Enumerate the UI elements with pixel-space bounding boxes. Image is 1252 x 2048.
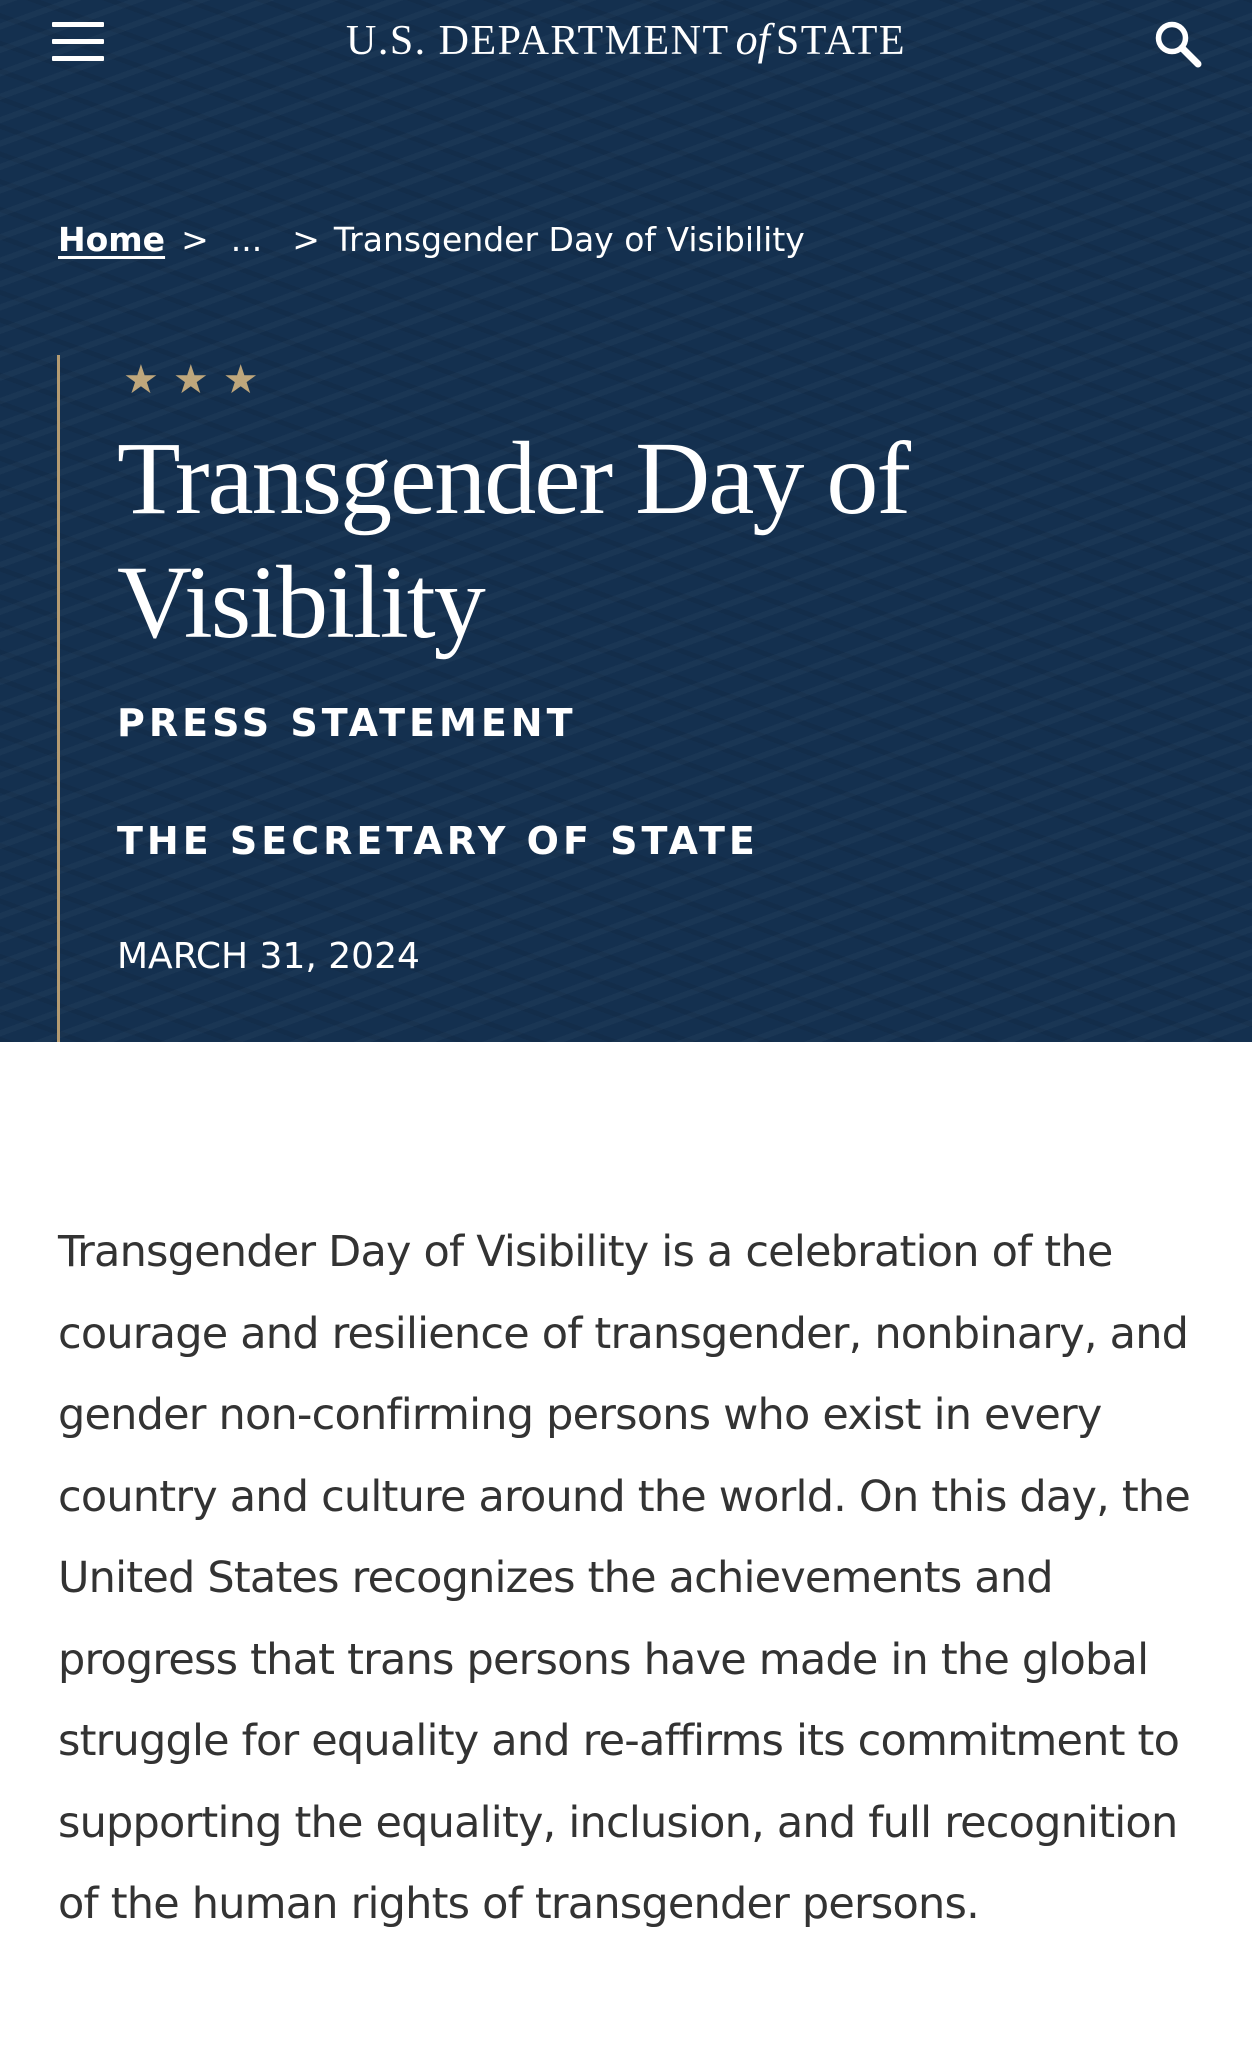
site-title-left: U.S. DEPARTMENT [345, 18, 730, 64]
breadcrumb-separator: > [181, 220, 209, 259]
title-block [57, 355, 1177, 1042]
breadcrumb [58, 214, 805, 266]
breadcrumb-ellipsis[interactable]: ... [230, 220, 263, 259]
breadcrumb-home-link[interactable]: Home [58, 220, 166, 259]
page-title: Transgender Day of Visibility [117, 421, 909, 660]
site-title-right: STATE [775, 18, 907, 64]
document-type-label: PRESS STATEMENT [117, 701, 577, 745]
gold-divider-rule [57, 355, 60, 1042]
site-title-of: of [735, 15, 770, 64]
breadcrumb-separator: > [292, 220, 320, 259]
three-stars-icon: ★★★ [123, 357, 273, 403]
author-label: THE SECRETARY OF STATE [117, 819, 759, 863]
article-paragraph: Transgender Day of Visibility is a celebration of the courage and resilience of transgender, nonbinary, and gender non-confirming persons who exist in every country and culture around the world. On this day, the United States recognizes the achievements and progress that trans persons have made in the global struggle for equality and re-affirms its commitment to supporting the equality, inclusion, and full recognition of the human rights of transgender persons. [58, 1227, 1191, 1929]
search-icon-graphic [1150, 16, 1206, 72]
site-title-logo[interactable] [0, 12, 1252, 69]
top-navigation-bar [0, 0, 1252, 84]
search-icon[interactable] [1150, 16, 1206, 72]
breadcrumb-current-page: Transgender Day of Visibility [333, 220, 805, 259]
publish-date: MARCH 31, 2024 [117, 936, 420, 977]
